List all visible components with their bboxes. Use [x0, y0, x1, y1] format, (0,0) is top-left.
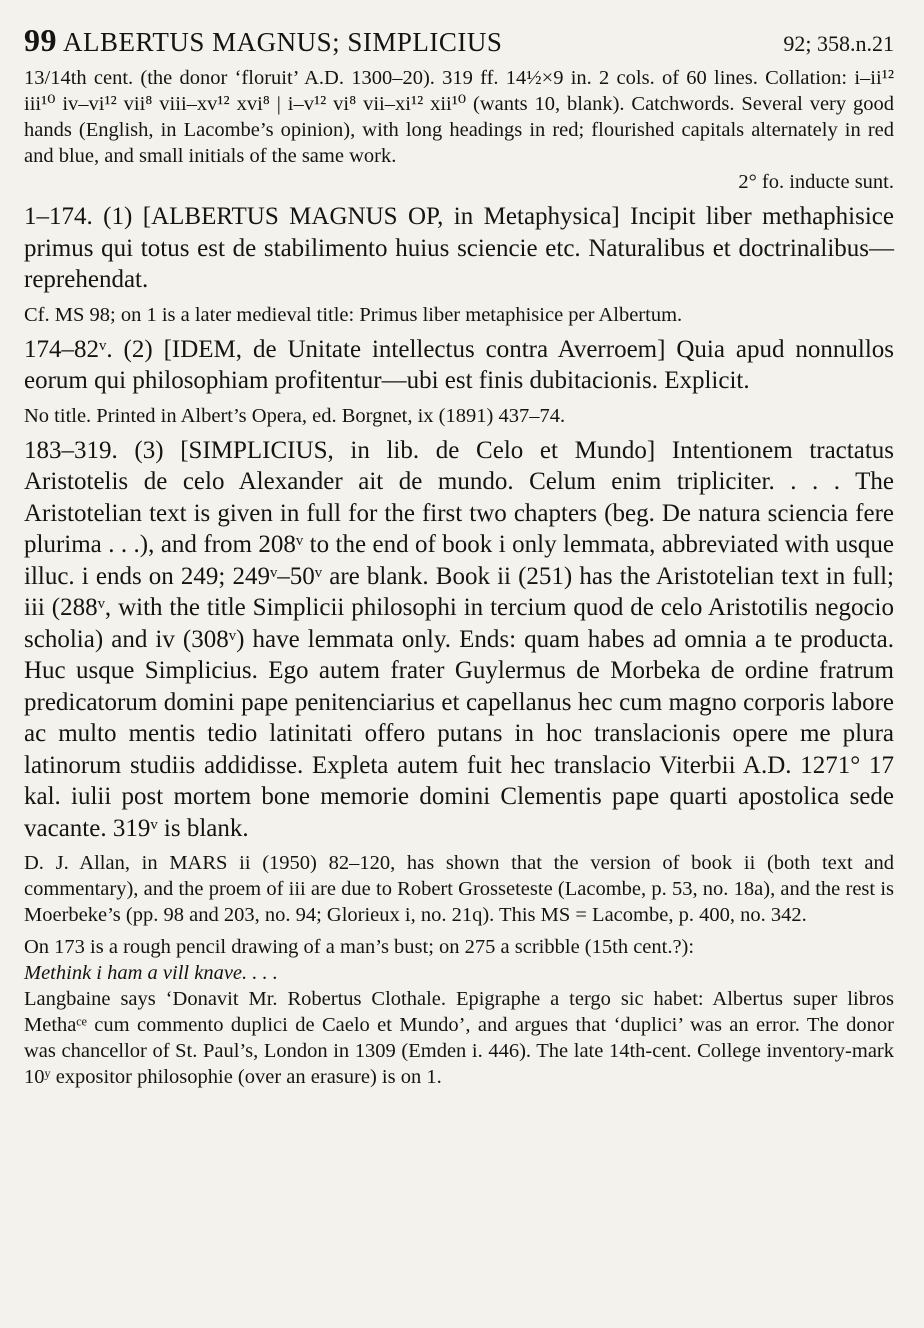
item-2-text: 174–82ᵛ. (2) [IDEM, de Unitate intellectus contra Averroem] Quia apud nonnullos eorum qui philosophiam profitentur—ubi est finis dubitacionis. Explicit. — [24, 335, 894, 394]
entry-title: ALBERTUS MAGNUS; SIMPLICIUS — [63, 27, 503, 57]
item-3-note: D. J. Allan, in MARS ii (1950) 82–120, has shown that the version of book ii (both text and commentary), and the proem of iii are due to Robert Grosseteste (Lacombe, p. 53, no. 18a), and the rest is Moerbeke’s (pp. 98 and 203, no. 94; Glorieux i, no. 21q). This MS = Lacombe, p. 400, no. 342. — [24, 852, 894, 926]
item-1-note: Cf. MS 98; on 1 is a later medieval title: Primus liber metaphisice per Albertum. — [24, 303, 683, 326]
physical-description: 13/14th cent. (the donor ‘floruit’ A.D. 1300–20). 319 ff. 14½×9 in. 2 cols. of 60 lines. Collation: i–ii¹² iii¹⁰ iv–vi¹² vii⁸ viii–xv¹² xvi⁸ | i–v¹² vi⁸ vii–xi¹² xii¹⁰ (wants 10, blank). Catchwords. Several very good hands (English, in Lacombe’s opinion), with long headings in red; flourished capitals alternately in red and blue, and small initials of the same work. — [24, 67, 894, 167]
drawing-quote: Methink i ham a vill knave. . . . — [24, 962, 278, 984]
entry-title-block — [24, 22, 502, 59]
entry-number: 99 — [24, 22, 57, 58]
item-2-note: No title. Printed in Albert’s Opera, ed. Borgnet, ix (1891) 437–74. — [24, 404, 566, 427]
item-3-text: 183–319. (3) [SIMPLICIUS, in lib. de Celo et Mundo] Intentionem tractatus Aristotelis de celo Alexander ait de mundo. Celum enim tripliciter. . . . The Aristotelian text is given in full for the first two chapters (beg. De natura sciencia fere plurima . . .), and from 208ᵛ to the end of book i only lemmata, abbreviated with usque illuc. i ends on 249; 249ᵛ–50ᵛ are blank. Book ii (251) has the Aristotelian text in full; iii (288ᵛ, with the title Simplicii philosophi in tercium quod de celo Aristotilis negocio scholia) and iv (308ᵛ) have lemmata only. Ends: quam habes ad omnia a te producta. Huc usque Simplicius. Ego autem frater Guylermus de Morbeka de ordine fratrum predicatorum domini pape penitenciarius et capellanus hec cum magno corporis labore ac multo mentis tedio latinitati offero putans in hoc translacionis opere me plura latinorum studiis addidisse. Expleta autem fuit hec translacio Viterbii A.D. 1271° 17 kal. iulii post mortem bone memorie domini Clementis pape quarti apostolica sede vacante. 319ᵛ is blank. — [24, 436, 894, 842]
shelfmark: 92; 358.n.21 — [783, 31, 894, 56]
second-folio: 2° fo. inducte sunt. — [738, 171, 894, 193]
item-1-text: 1–174. (1) [ALBERTUS MAGNUS OP, in Metaphysica] Incipit liber methaphisice primus qui totus est de stabilimento huius sciencie etc. Naturalibus et doctrinalibus—reprehendat. — [24, 203, 894, 293]
drawing-note: On 173 is a rough pencil drawing of a man’s bust; on 275 a scribble (15th cent.?): — [24, 936, 695, 958]
entry-heading — [24, 22, 894, 59]
langbaine-note: Langbaine says ‘Donavit Mr. Robertus Clothale. Epigraphe a tergo sic habet: Albertus super libros Methaᶜᵉ cum commento duplici de Caelo et Mundo’, and argues that ‘duplici’ was an error. The donor was chancellor of St. Paul’s, London in 1309 (Emden i. 446). The late 14th-cent. College inventory-mark 10ʸ expositor philosophie (over an erasure) is on 1. — [24, 988, 894, 1088]
